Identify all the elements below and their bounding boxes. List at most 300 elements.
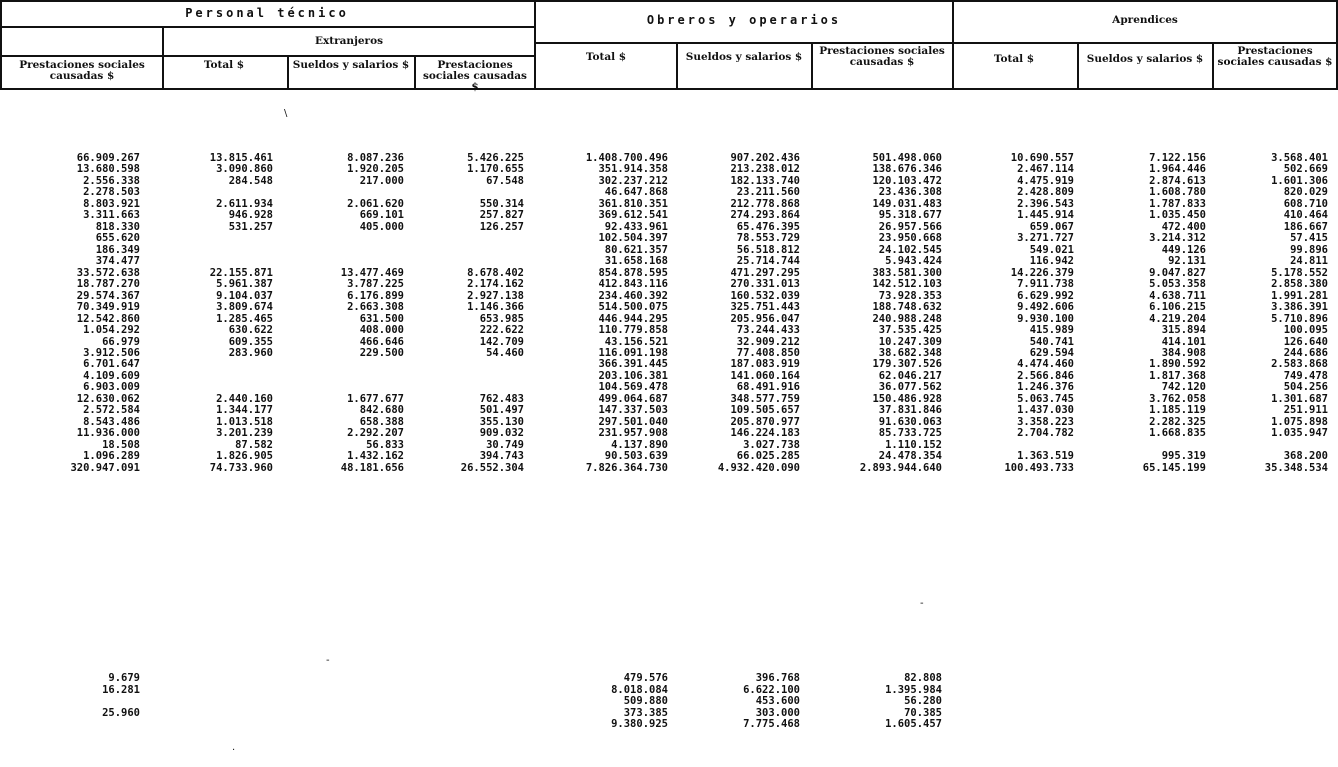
table-cell — [210, 233, 273, 244]
table-cell: 35.348.534 — [1264, 461, 1328, 474]
table-cell — [461, 245, 524, 256]
table-cell: 186.349 — [95, 243, 140, 256]
table-cell: 4.137.890 — [611, 438, 668, 451]
data-column-2 — [210, 153, 273, 474]
table-cell: 658.388 — [359, 415, 404, 428]
data-column-10 — [1265, 153, 1328, 474]
table-cell — [341, 256, 404, 267]
table-cell — [210, 371, 273, 382]
table-cell: 609.355 — [228, 335, 273, 348]
table-cell: 13.815.461 — [209, 152, 273, 164]
table-cell: 501.498.060 — [872, 152, 942, 164]
table-cell: 1.344.177 — [216, 404, 273, 417]
data-column-5 — [586, 153, 668, 474]
table-cell — [210, 256, 273, 267]
table-cell: 92.131 — [1168, 255, 1206, 268]
table-cell: 501.497 — [479, 404, 524, 417]
table-cell: 405.000 — [359, 220, 404, 233]
table-cell: 1.787.833 — [1149, 197, 1206, 210]
table-cell: 74.733.960 — [209, 461, 273, 474]
table-cell: 394.743 — [479, 450, 524, 463]
table-cell: 73.928.353 — [878, 289, 942, 302]
table-cell: 37.831.846 — [878, 404, 942, 417]
table-cell: 1.395.984 — [885, 683, 942, 696]
table-cell: 36.077.562 — [878, 381, 942, 394]
table-cell: 13.680.598 — [76, 163, 140, 176]
table-cell: 205.870.977 — [730, 415, 800, 428]
table-cell: 669.101 — [359, 209, 404, 222]
table-cell: 9.047.827 — [1149, 266, 1206, 279]
table-cell — [461, 371, 524, 382]
table-cell: 138.676.346 — [872, 163, 942, 176]
table-cell: 54.460 — [486, 346, 524, 359]
table-cell — [210, 359, 273, 370]
table-cell: 234.460.392 — [598, 289, 668, 302]
table-cell: 1.920.205 — [347, 163, 404, 176]
table-cell: 3.809.674 — [216, 301, 273, 314]
table-cell: 2.572.584 — [83, 404, 140, 417]
table-cell: 8.087.236 — [347, 152, 404, 164]
table-cell: 6.106.215 — [1149, 301, 1206, 314]
table-cell: 1.668.835 — [1149, 427, 1206, 440]
data-column-9 — [1143, 153, 1206, 474]
table-cell: 384.908 — [1161, 346, 1206, 359]
table-cell: 5.178.552 — [1271, 266, 1328, 279]
table-cell: 65.476.395 — [736, 220, 800, 233]
header-bottom-border — [0, 88, 1338, 90]
table-cell: 907.202.436 — [730, 152, 800, 164]
table-cell: 1.826.905 — [216, 450, 273, 463]
pt-first-col-rule — [0, 55, 164, 57]
table-cell: 100.493.733 — [1004, 461, 1074, 474]
table-cell: 355.130 — [479, 415, 524, 428]
secondary-column-2 — [611, 673, 668, 731]
table-cell: 24.811 — [1290, 255, 1328, 268]
table-cell: 325.751.443 — [730, 301, 800, 314]
table-cell: 608.710 — [1283, 197, 1328, 210]
table-cell: 5.710.896 — [1271, 312, 1328, 325]
table-cell: 43.156.521 — [604, 335, 668, 348]
table-cell: 213.238.012 — [730, 163, 800, 176]
table-cell: 67.548 — [486, 174, 524, 187]
table-cell: 2.061.620 — [347, 197, 404, 210]
table-cell: 6.701.647 — [83, 358, 140, 371]
table-cell: 212.778.868 — [730, 197, 800, 210]
table-cell: 8.803.921 — [83, 197, 140, 210]
table-cell: 742.120 — [1161, 381, 1206, 394]
table-cell: 1.075.898 — [1271, 415, 1328, 428]
table-cell: 95.318.677 — [878, 209, 942, 222]
table-cell: 297.501.040 — [598, 415, 668, 428]
table-cell: 414.101 — [1161, 335, 1206, 348]
table-cell: 1.964.446 — [1149, 163, 1206, 176]
table-cell: 57.415 — [1290, 232, 1328, 245]
divider-col-2 — [287, 55, 289, 90]
divider-col-6 — [811, 42, 813, 90]
table-cell: 11.936.000 — [76, 427, 140, 440]
table-cell: 240.988.248 — [872, 312, 942, 325]
table-cell: 471.297.295 — [730, 266, 800, 279]
table-cell: 909.032 — [479, 427, 524, 440]
table-cell: 446.944.295 — [598, 312, 668, 325]
table-cell: 540.741 — [1029, 335, 1074, 348]
table-cell: 26.957.566 — [878, 220, 942, 233]
table-cell: 3.214.312 — [1149, 232, 1206, 245]
table-cell: 32.909.212 — [736, 335, 800, 348]
table-cell: 244.686 — [1283, 346, 1328, 359]
secondary-column-4 — [885, 673, 942, 731]
table-cell: 303.000 — [755, 706, 800, 719]
table-cell: 18.787.270 — [76, 278, 140, 291]
ob-title-rule — [534, 42, 954, 44]
table-cell: 655.620 — [95, 232, 140, 245]
table-cell: 3.090.860 — [216, 163, 273, 176]
table-cell: 302.237.212 — [598, 174, 668, 187]
table-cell: 80.621.357 — [604, 243, 668, 256]
table-cell: 3.027.738 — [743, 438, 800, 451]
table-cell: 222.622 — [479, 324, 524, 337]
table-cell: 453.600 — [755, 695, 800, 707]
table-cell: 504.256 — [1283, 381, 1328, 394]
table-cell: 2.396.543 — [1017, 197, 1074, 210]
pt-title-rule — [0, 26, 536, 28]
table-cell: 102.504.397 — [598, 232, 668, 245]
col-header-prestaciones-obreros: Prestaciones sociales causadas $ — [819, 45, 945, 69]
table-cell: 2.583.868 — [1271, 358, 1328, 371]
table-cell: 205.956.047 — [730, 312, 800, 325]
table-cell: 6.176.899 — [347, 289, 404, 302]
table-cell: 160.532.039 — [730, 289, 800, 302]
col-header-sueldos-obreros: Sueldos y salarios $ — [685, 51, 803, 63]
table-cell: 5.961.387 — [216, 278, 273, 291]
table-cell: 410.464 — [1283, 209, 1328, 222]
table-cell: 126.640 — [1283, 335, 1328, 348]
table-cell: 16.281 — [102, 683, 140, 696]
table-cell: 149.031.483 — [872, 197, 942, 210]
table-cell: 1.991.281 — [1271, 289, 1328, 302]
table-cell: 187.083.919 — [730, 358, 800, 371]
table-cell: 630.622 — [228, 324, 273, 337]
table-cell: 1.185.119 — [1149, 404, 1206, 417]
table-cell: 30.749 — [486, 438, 524, 451]
obreros-title: Obreros y operarios — [646, 13, 842, 27]
table-cell: 141.060.164 — [730, 369, 800, 382]
table-cell: 231.957.908 — [598, 427, 668, 440]
table-cell: 1.408.700.496 — [585, 152, 668, 164]
table-cell: 56.280 — [904, 695, 942, 707]
table-cell: 13.477.469 — [340, 266, 404, 279]
table-cell: 3.386.391 — [1271, 301, 1328, 314]
table-cell: 946.928 — [228, 209, 273, 222]
table-cell: 251.911 — [1283, 404, 1328, 417]
table-cell: 2.440.160 — [216, 392, 273, 405]
table-cell: 2.292.207 — [347, 427, 404, 440]
table-cell: 531.257 — [228, 220, 273, 233]
table-cell: 8.543.486 — [83, 415, 140, 428]
table-cell: 1.601.306 — [1271, 174, 1328, 187]
table-cell: 186.667 — [1283, 220, 1328, 233]
table-cell: 147.337.503 — [598, 404, 668, 417]
table-cell: 4.638.711 — [1149, 289, 1206, 302]
table-cell: 65.145.199 — [1142, 461, 1206, 474]
table-cell: 120.103.472 — [872, 174, 942, 187]
table-cell: 2.893.944.640 — [859, 461, 942, 474]
table-cell: 9.492.606 — [1017, 301, 1074, 314]
table-cell: 14.226.379 — [1010, 266, 1074, 279]
data-column-4 — [461, 153, 524, 474]
table-cell: 1.445.914 — [1017, 209, 1074, 222]
data-column-1 — [70, 153, 140, 474]
table-cell: 23.950.668 — [878, 232, 942, 245]
table-cell: 3.787.225 — [347, 278, 404, 291]
table-cell: 24.102.545 — [878, 243, 942, 256]
table-cell: 1.608.780 — [1149, 186, 1206, 199]
data-column-3 — [341, 153, 404, 474]
table-cell: 56.518.812 — [736, 243, 800, 256]
table-cell: 373.385 — [623, 706, 668, 719]
table-cell: 91.630.063 — [878, 415, 942, 428]
table-cell — [341, 245, 404, 256]
table-cell: 466.646 — [359, 335, 404, 348]
print-mark: . — [232, 742, 236, 753]
table-cell: 2.927.138 — [467, 289, 524, 302]
table-cell: 472.400 — [1161, 220, 1206, 233]
table-cell: 449.126 — [1161, 243, 1206, 256]
table-cell: 109.505.657 — [730, 404, 800, 417]
table-cell: 12.630.062 — [76, 392, 140, 405]
aprendices-title: Aprendices — [1112, 14, 1178, 26]
table-cell: 396.768 — [755, 672, 800, 684]
table-cell: 1.170.655 — [467, 163, 524, 176]
table-cell: 10.247.309 — [878, 335, 942, 348]
table-cell: 9.679 — [108, 672, 140, 684]
table-cell: 820.029 — [1283, 186, 1328, 199]
table-cell: 4.219.204 — [1149, 312, 1206, 325]
table-cell: 116.942 — [1029, 255, 1074, 268]
table-cell: 1.013.518 — [216, 415, 273, 428]
table-cell — [341, 233, 404, 244]
table-cell: 2.704.782 — [1017, 427, 1074, 440]
table-cell: 18.508 — [102, 438, 140, 451]
table-cell: 2.611.934 — [216, 197, 273, 210]
table-cell: 1.054.292 — [83, 324, 140, 337]
table-cell: 85.733.725 — [878, 427, 942, 440]
table-cell: 5.053.358 — [1149, 278, 1206, 291]
table-cell: 274.293.864 — [730, 209, 800, 222]
table-cell: 217.000 — [359, 174, 404, 187]
table-cell: 2.566.846 — [1017, 369, 1074, 382]
col-header-prestaciones-extranjeros: Prestaciones sociales causadas $ — [423, 59, 527, 94]
table-cell: 38.682.348 — [878, 346, 942, 359]
table-cell: 351.914.358 — [598, 163, 668, 176]
table-cell: 25.714.744 — [736, 255, 800, 268]
table-cell: 1.285.465 — [216, 312, 273, 325]
pt-extranjeros-rule — [162, 55, 536, 57]
table-cell: 188.748.632 — [872, 301, 942, 314]
table-cell: 126.257 — [479, 220, 524, 233]
table-cell: 82.808 — [904, 672, 942, 684]
table-cell: 479.576 — [623, 672, 668, 684]
table-cell: 3.912.506 — [83, 346, 140, 359]
table-cell: 4.474.460 — [1017, 358, 1074, 371]
table-cell: 3.271.727 — [1017, 232, 1074, 245]
ap-title-rule — [952, 42, 1338, 44]
table-header — [0, 0, 1338, 92]
table-cell: 502.669 — [1283, 163, 1328, 176]
table-cell: 257.827 — [479, 209, 524, 222]
divider-col-8 — [1077, 42, 1079, 90]
table-cell: 25.960 — [102, 706, 140, 719]
table-cell: 100.095 — [1283, 324, 1328, 337]
table-cell: 7.911.738 — [1017, 278, 1074, 291]
table-cell — [102, 719, 140, 731]
print-mark: - — [326, 655, 330, 666]
table-cell: 415.989 — [1029, 324, 1074, 337]
table-cell: 1.035.947 — [1271, 427, 1328, 440]
table-cell: 2.428.809 — [1017, 186, 1074, 199]
table-cell: 48.181.656 — [340, 461, 404, 474]
col-header-total-obreros: Total $ — [585, 51, 627, 63]
table-cell: 383.581.300 — [872, 266, 942, 279]
personal-tecnico-title: Personal técnico — [185, 6, 349, 20]
data-column-6 — [718, 153, 800, 474]
table-cell: 5.943.424 — [885, 255, 942, 268]
divider-group-2 — [952, 0, 954, 90]
header-top-border — [0, 0, 1338, 2]
table-cell: 368.200 — [1283, 450, 1328, 463]
table-cell: 182.133.740 — [730, 174, 800, 187]
table-cell: 142.512.103 — [872, 278, 942, 291]
table-cell: 24.478.354 — [878, 450, 942, 463]
table-cell: 4.932.420.090 — [717, 461, 800, 474]
col-header-prestaciones: Prestaciones sociales causadas $ — [19, 59, 145, 83]
table-cell: 1.146.366 — [467, 301, 524, 314]
table-cell: 762.483 — [479, 392, 524, 405]
table-cell: 514.500.075 — [598, 301, 668, 314]
table-cell: 6.622.100 — [743, 683, 800, 696]
table-cell: 66.025.285 — [736, 450, 800, 463]
col-header-sueldos-aprendices: Sueldos y salarios $ — [1086, 53, 1204, 65]
table-cell: 26.552.304 — [460, 461, 524, 474]
table-cell — [102, 696, 140, 708]
col-header-sueldos-extranjeros: Sueldos y salarios $ — [292, 59, 410, 71]
table-cell: 116.091.198 — [598, 346, 668, 359]
table-cell: 78.553.729 — [736, 232, 800, 245]
table-cell: 2.174.162 — [467, 278, 524, 291]
table-cell: 6.629.992 — [1017, 289, 1074, 302]
table-cell: 56.833 — [366, 438, 404, 451]
print-mark: - — [920, 598, 924, 609]
table-cell: 66.979 — [102, 335, 140, 348]
table-cell: 179.307.526 — [872, 358, 942, 371]
table-cell: 1.817.368 — [1149, 369, 1206, 382]
table-cell: 995.319 — [1161, 450, 1206, 463]
table-cell: 7.122.156 — [1149, 152, 1206, 164]
table-cell: 146.224.183 — [730, 427, 800, 440]
table-cell: 550.314 — [479, 197, 524, 210]
table-cell: 5.063.745 — [1017, 392, 1074, 405]
table-cell: 8.018.084 — [611, 683, 668, 696]
table-cell: 23.436.308 — [878, 186, 942, 199]
table-cell: 1.677.677 — [347, 392, 404, 405]
table-cell: 92.433.961 — [604, 220, 668, 233]
table-cell: 6.903.009 — [83, 381, 140, 394]
table-cell: 7.826.364.730 — [585, 461, 668, 474]
table-cell: 283.960 — [228, 346, 273, 359]
extranjeros-title: Extranjeros — [314, 35, 383, 47]
secondary-column-1 — [102, 673, 140, 731]
table-cell: 70.385 — [904, 706, 942, 719]
table-cell: 549.021 — [1029, 243, 1074, 256]
secondary-column-3 — [743, 673, 800, 731]
table-cell: 4.475.919 — [1017, 174, 1074, 187]
table-cell: 1.605.457 — [885, 718, 942, 730]
table-cell: 1.437.030 — [1017, 404, 1074, 417]
table-cell: 366.391.445 — [598, 358, 668, 371]
table-cell: 1.110.152 — [885, 438, 942, 451]
table-cell: 9.930.100 — [1017, 312, 1074, 325]
table-cell: 2.278.503 — [83, 186, 140, 199]
col-header-total-aprendices: Total $ — [993, 53, 1035, 65]
table-cell: 62.046.217 — [878, 369, 942, 382]
table-cell — [461, 233, 524, 244]
table-cell: 374.477 — [95, 255, 140, 268]
table-cell: 8.678.402 — [467, 266, 524, 279]
table-cell: 3.358.223 — [1017, 415, 1074, 428]
table-cell: 37.535.425 — [878, 324, 942, 337]
table-cell: 31.658.168 — [604, 255, 668, 268]
print-mark: \ — [284, 108, 288, 119]
table-cell: 73.244.433 — [736, 324, 800, 337]
table-cell: 110.779.858 — [598, 324, 668, 337]
data-column-8 — [1004, 153, 1074, 474]
table-cell: 499.064.687 — [598, 392, 668, 405]
table-cell: 348.577.759 — [730, 392, 800, 405]
table-cell: 3.762.058 — [1149, 392, 1206, 405]
table-cell: 1.890.592 — [1149, 358, 1206, 371]
table-cell — [461, 256, 524, 267]
table-cell: 2.858.380 — [1271, 278, 1328, 291]
col-header-total-extranjeros: Total $ — [203, 59, 245, 71]
table-cell: 749.478 — [1283, 369, 1328, 382]
table-cell: 1.096.289 — [83, 450, 140, 463]
table-cell: 1.363.519 — [1017, 450, 1074, 463]
table-cell: 1.035.450 — [1149, 209, 1206, 222]
table-cell: 12.542.860 — [76, 312, 140, 325]
table-cell: 412.843.116 — [598, 278, 668, 291]
table-cell: 142.709 — [479, 335, 524, 348]
table-cell: 1.301.687 — [1271, 392, 1328, 405]
table-cell: 9.104.037 — [216, 289, 273, 302]
table-cell: 68.491.916 — [736, 381, 800, 394]
table-cell: 2.874.613 — [1149, 174, 1206, 187]
table-cell: 2.663.308 — [347, 301, 404, 314]
table-cell: 90.503.639 — [604, 450, 668, 463]
table-cell — [341, 359, 404, 370]
table-cell: 22.155.871 — [209, 266, 273, 279]
table-cell: 284.548 — [228, 174, 273, 187]
table-cell: 3.201.239 — [216, 427, 273, 440]
table-cell: 70.349.919 — [76, 301, 140, 314]
table-cell: 9.380.925 — [611, 718, 668, 730]
table-cell: 842.680 — [359, 404, 404, 417]
table-cell: 3.568.401 — [1271, 152, 1328, 164]
table-cell: 10.690.557 — [1010, 152, 1074, 164]
table-cell — [341, 371, 404, 382]
table-cell: 150.486.928 — [872, 392, 942, 405]
divider-col-3 — [414, 55, 416, 90]
table-cell: 2.282.325 — [1149, 415, 1206, 428]
